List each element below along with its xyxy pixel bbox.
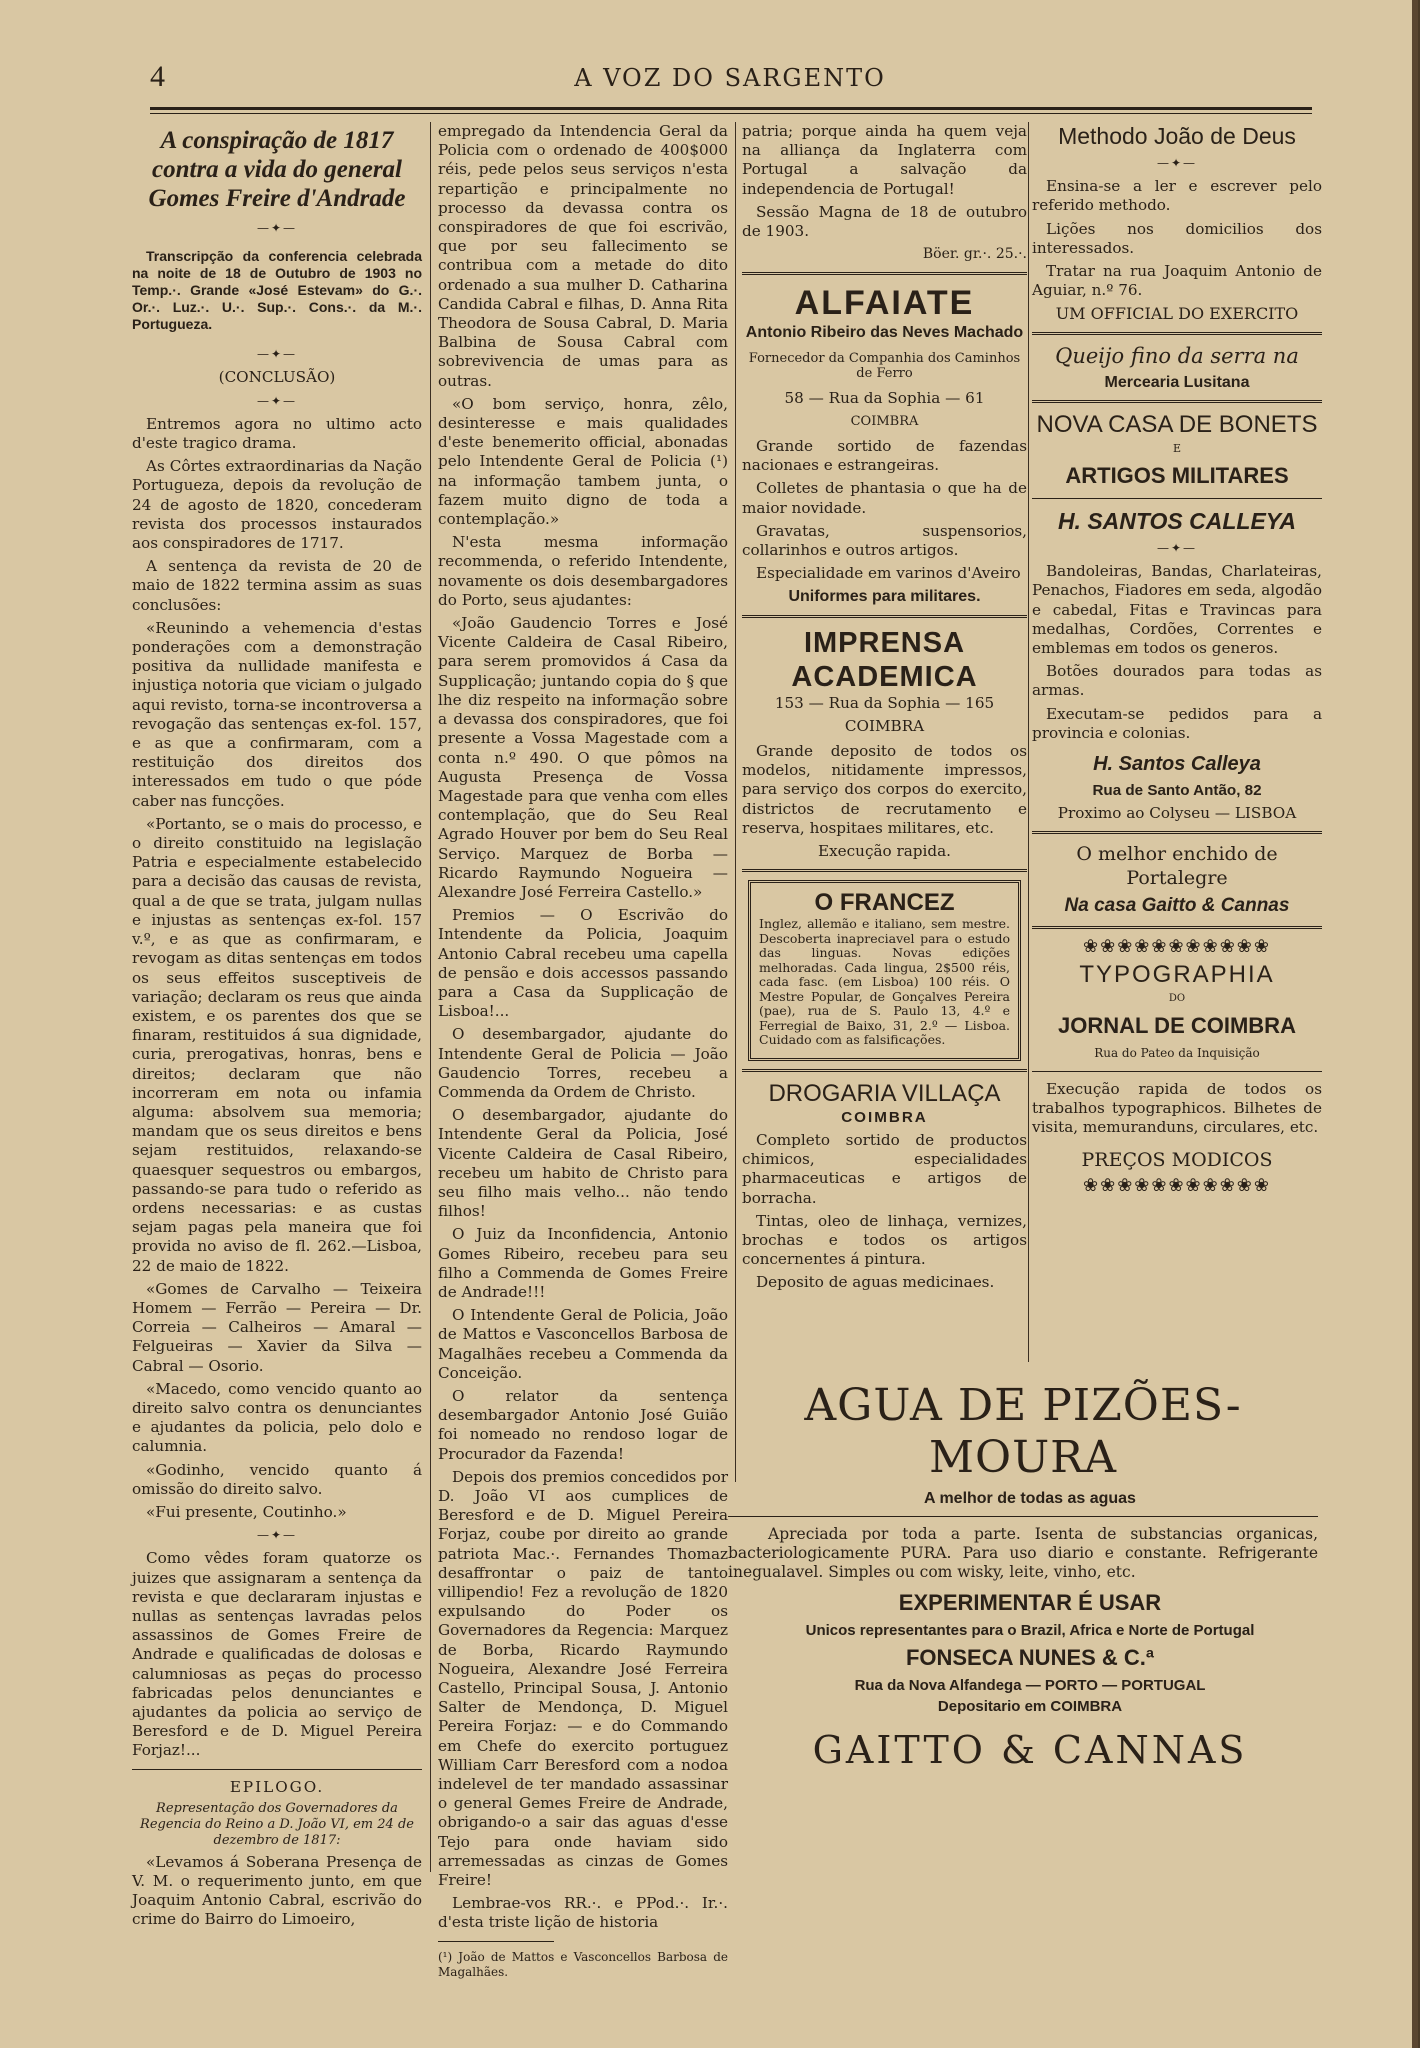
ad-line: Rua do Pateo da Inquisição (1094, 1045, 1260, 1060)
ad-line: Grande deposito de todos os modelos, nitidamente impressos, para serviço dos corpos do exercito, districtos de recrutamento e reserva, hospitaes militares, etc. (742, 742, 1027, 837)
column-2 (438, 122, 728, 1984)
ad-line: Especialidade em varinos d'Aveiro (756, 564, 1021, 583)
paragraph: Lembrae-vos RR.·. e PPod.·. Ir.·. d'esta triste lição de historia (438, 1894, 728, 1932)
column-divider (1028, 122, 1029, 1362)
paragraph: «João Gaudencio Torres e José Vicente Caldeira de Casal Ribeiro, para serem promovidos á Casa da Supplicação; juntando copia do § que lhe diz respeito na informação sobre a devassa dos conspiradores, que foi presente a Vossa Magestade com a conta n.º 490. O que pômos na Augusta Presença de Vossa Magestade para que venha com elles contemplação, que do Seu Real Agrado Houver por bem do Seu Real Serviço. Marquez de Borba — Ricardo Raymundo Nogueira — Alexandre José Ferreira Castello.» (438, 614, 728, 901)
ornament: ❀❀❀❀❀❀❀❀❀❀❀ (1083, 1174, 1271, 1196)
ad-line: DO (1168, 992, 1186, 1004)
masthead (150, 60, 1310, 100)
ad-heading: O melhor enchido de Portalegre (1076, 843, 1278, 890)
ad-heading: H. SANTOS CALLEYA (1057, 508, 1297, 535)
ad-line: Unicos representantes para o Brazil, Africa e Norte de Portugal (805, 1622, 1255, 1639)
paragraph: O Intendente Geral de Policia, João de Mattos e Vasconcellos Barbosa de Magalhães recebeu a Commenda da Conceição. (438, 1306, 728, 1382)
ad-heading: JORNAL DE COIMBRA (1058, 1012, 1296, 1038)
ad-line: E (1172, 441, 1182, 455)
ad-line: Grande sortido de fazendas nacionaes e estrangeiras. (742, 437, 1027, 475)
column-1 (132, 122, 422, 1934)
ad-line: Executam-se pedidos para a provincia e colonias. (1032, 704, 1322, 742)
ad-line: COIMBRA (850, 413, 919, 429)
article-subtitle: Transcripção da conferencia celebrada na noite de 18 de Outubro de 1903 no Temp.·. Grande «José Estevam» do G.·. Or.·. Luz.·. U.·. Sup.·. Cons.·. da M.·. Portugueza. (132, 248, 422, 333)
ad-line: 58 — Rua da Sophia — 61 (784, 388, 985, 407)
divider (1032, 332, 1322, 335)
ad-ofrancez (748, 880, 1021, 1061)
ornament: —✦— (256, 1528, 298, 1543)
divider (1032, 831, 1322, 834)
ad-line: 153 — Rua da Sophia — 165 (774, 693, 995, 712)
ad-heading: O FRANCEZ (814, 889, 955, 917)
ad-heading: TYPOGRAPHIA (1079, 960, 1275, 988)
article-title: A conspiração de 1817 contra a vida do general Gomes Freire d'Andrade (148, 127, 406, 212)
ad-line: COIMBRA (841, 1108, 928, 1126)
paragraph: N'esta mesma informação recommenda, o referido Intendente, novamente os dois desembargadores do Porto, seus ajudantes: (438, 533, 728, 609)
page-number: 4 (150, 60, 165, 93)
ad-heading: NOVA CASA DE BONETS (1036, 410, 1318, 438)
paragraph: «Godinho, vencido quanto á omissão do direito salvo. (132, 1460, 422, 1498)
ornament: —✦— (1156, 156, 1198, 170)
paragraph: «O bom serviço, honra, zêlo, desinteresse e mais qualidades d'este benemerito official, abonadas pelo Intendente Geral de Policia (¹) na informação tambem junta, o fazem muito digno de toda a contemplação.» (438, 394, 728, 529)
ad-bonets (1032, 411, 1322, 824)
divider (438, 1941, 554, 1942)
paragraph: Premios — O Escrivão do Intendente da Policia, Joaquim Antonio Cabral recebeu uma capella de pensão e dois accessos passando para a Casa da Supplicação de Lisboa!... (438, 906, 728, 1021)
ornament: —✦— (1156, 541, 1198, 556)
divider (742, 869, 1027, 872)
ad-line: Rua da Nova Alfandega — PORTO — PORTUGAL (854, 1677, 1206, 1694)
ad-line: Botões dourados para todas as armas. (1032, 662, 1322, 700)
divider (1032, 926, 1322, 929)
ad-heading: DROGARIA VILLAÇA (768, 1079, 1001, 1107)
ad-line: Inglez, allemão e italiano, sem mestre. Descoberta inapreciavel para o estudo das linguas. Novas edições melhoradas. Cada lingua, 2$500 réis, cada fasc. (em Lisboa) 100 réis. O Mestre Popular, de Gonçalves Pereira (pae), rua de S. Paulo 13, 4.º e Ferregial de Baixo, 31, 2.º — Lisboa. Cuidado com as falsificações. (759, 916, 1010, 1048)
ornament: —✦— (256, 221, 298, 235)
ad-heading: IMPRENSA ACADEMICA (791, 626, 978, 693)
paragraph: Entremos agora no ultimo acto d'este tragico drama. (132, 414, 422, 453)
ornament: —✦— (256, 393, 298, 408)
paragraph: O relator da sentença desembargador Antonio José Guião foi nomeado no rendoso logar de Procurador da Fazenda! (438, 1387, 728, 1463)
ad-line: Execução rapida de todos os trabalhos typographicos. Bilhetes de visita, memuranduns, circulares, etc. (1032, 1080, 1322, 1137)
ad-line: Tintas, oleo de linhaça, vernizes, brochas e todos os artigos concernentes á pintura. (742, 1211, 1027, 1269)
ad-line: Bandoleiras, Bandas, Charlateiras, Penachos, Fiadores em seda, algodão e cabedal, Fitas e Travincas para medalhas, Cordões, Correntes e emblemas em todos os generos. (1032, 562, 1322, 658)
divider (1032, 498, 1322, 499)
ad-line: UM OFFICIAL DO EXERCITO (1055, 304, 1299, 324)
paragraph: A sentença da revista de 20 de maio de 1822 termina assim as suas conclusões: (132, 557, 422, 614)
signature: Böer. gr.·. 25.·. (922, 246, 1027, 263)
paragraph: Depois dos premios concedidos por D. João VI aos cumplices de Beresford e de D. Miguel Pereira Forjaz, coube por direito ao grande patriota Mac.·. Fernandes Thomaz desaffrontar o paiz de tanto villipendio! Fez a revolução de 1820 expulsando do Poder os Governadores da Regencia: Marquez de Borba, Ricardo Raymundo Nogueira, Alexandre José Ferreira Castello, Principal Sousa, J. Antonio Salter de Mendonça, D. Miguel Pereira Forjaz: — e do Commando em Chefe do exercito portuguez William Carr Beresford com a nodoa indelevel de ter mandado assassinar o general Gemes Freire de Andrade, obrigando-o a sair das aguas d'esse Tejo para onde haviam sido arremessadas as cinzas de Gomes Freire! (438, 1467, 728, 1890)
ad-heading: GAITTO & CANNAS (812, 1728, 1248, 1772)
ad-line: A melhor de todas as aguas (924, 1490, 1136, 1507)
divider (742, 615, 1027, 618)
ad-line: Rua de Santo Antão, 82 (1092, 782, 1262, 800)
paragraph: O Juiz da Inconfidencia, Antonio Gomes Ribeiro, recebeu para seu filho a Commenda de Gomes Freire de Andrade!!! (438, 1225, 728, 1301)
ad-metodo (1032, 122, 1322, 324)
ad-heading: Queijo fino da serra na (1055, 343, 1299, 368)
ad-heading: ARTIGOS MILITARES (1065, 463, 1289, 489)
ad-line: Colletes de phantasia o que ha de maior novidade. (742, 479, 1027, 517)
ornament: —✦— (256, 347, 298, 362)
divider (742, 272, 1027, 275)
divider (132, 1769, 422, 1770)
ornament: ❀❀❀❀❀❀❀❀❀❀❀ (1083, 936, 1271, 958)
divider (1032, 400, 1322, 403)
ad-portalegre (1032, 842, 1322, 918)
masthead-rule-thin (150, 113, 1312, 114)
ad-line: Proximo ao Colyseu — LISBOA (1057, 804, 1297, 823)
section-label: (CONCLUSÃO) (218, 368, 336, 387)
ad-line: Lições nos domicilios dos interessados. (1032, 219, 1322, 257)
ad-heading: AGUA DE PIZÕES-MOURA (804, 1380, 1242, 1483)
paragraph: Sessão Magna de 18 de outubro de 1903. (742, 202, 1027, 241)
ad-imprensa (742, 626, 1027, 862)
ad-line: Deposito de aguas medicinaes. (756, 1273, 995, 1292)
ad-line: PREÇOS MODICOS (1081, 1148, 1273, 1171)
ad-line: Execução rapida. (818, 842, 951, 861)
ad-heading: Methodo João de Deus (1058, 123, 1296, 149)
ad-line: Apreciada por toda a parte. Isenta de substancias organicas, bacteriologicamente PURA. Para uso diario e constante. Refrigerante inegualavel. Simples ou com wisky, leite, vinho, etc. (728, 1525, 1318, 1581)
ad-typographia (1032, 937, 1322, 1194)
column-3 (742, 122, 1027, 1297)
paragraph: «Gomes de Carvalho — Teixeira Homem — Ferrão — Pereira — Dr. Correia — Calheiros — Amaral — Felgueiras — Xavier da Silva — Cabral — Osorio. (132, 1279, 422, 1375)
page-edge (1412, 0, 1418, 2048)
column-4 (1032, 122, 1322, 1199)
ad-line: Depositario em COIMBRA (937, 1698, 1123, 1715)
ad-line: Mercearia Lusitana (1104, 373, 1250, 391)
ad-line: Na casa Gaitto & Cannas (1064, 895, 1290, 917)
ad-line: Uniformes para militares. (788, 588, 981, 606)
column-divider (735, 122, 736, 1482)
paragraph: «Fui presente, Coutinho.» (146, 1502, 347, 1521)
paragraph: empregado da Intendencia Geral da Policia com o ordenado de 400$000 réis, pede pelos seus serviços n'esta repartição e principalmente no processo da devassa contra os conspiradores de que foi escrivão, que por seu fallecimento se contribua com a metade do dito ordenado a sua mulher D. Catharina Candida Cabral e filhas, D. Anna Rita Theodora de Sousa Cabral, D. Maria Balbina de Sousa Cabral com sobrevivencia de umas para as outras. (438, 122, 728, 390)
paragraph: As Côrtes extraordinarias da Nação Portugueza, depois da revolução de 24 de agosto de 1820, concederam revista dos processos instaurados aos conspiradores de 1717. (132, 457, 422, 553)
paragraph: «Levamos á Soberana Presença de V. M. o requerimento junto, em que Joaquim Antonio Cabral, escrivão do crime do Bairro do Limoeiro, (132, 1852, 422, 1929)
paragraph: «Macedo, como vencido quanto ao direito salvo contra os denunciantes e ajudantes da policia, pelo dolo e calumnia. (132, 1379, 422, 1456)
masthead-rule (150, 107, 1312, 110)
paragraph: O desembargador, ajudante do Intendente Geral da Policia, José Vicente Caldeira de Casal Ribeiro, recebeu um habito de Christo para seu filho mais velho... não tendo filhos! (438, 1106, 728, 1221)
paragraph: O desembargador, ajudante do Intendente Geral de Policia — João Gaudencio Torres, recebeu a Commenda da Ordem de Christo. (438, 1025, 728, 1101)
ad-line: Fornecedor da Companhia dos Caminhos de Ferro (748, 350, 1021, 381)
ad-line: Completo sortido de productos chimicos, especialidades pharmaceuticas e artigos de borracha. (742, 1130, 1027, 1207)
ad-heading: ALFAIATE (794, 284, 975, 323)
paragraph: patria; porque ainda ha quem veja na alliança da Inglaterra com Portugal a salvação da independencia de Portugal! (742, 122, 1027, 198)
ad-line: Tratar na rua Joaquim Antonio de Aguiar, n.º 76. (1032, 262, 1322, 300)
section-subheading: Representação dos Governadores da Regencia do Reino a D. João VI, em 24 de dezembro de 1817: (140, 1800, 414, 1848)
ad-drogaria (742, 1080, 1027, 1293)
paragraph: Como vêdes foram quatorze os juizes que assignaram a sentença da revista e que declararam injustas e nullas as sentenças lavradas pelos assassinos de Gomes Freire de Andrade e qualificadas de dolosas e calumniosas as peças do processo fabricadas pelos denunciantes e ajudantes da policia ao serviço de Beresford e de D. Miguel Pereira Forjaz!... (132, 1549, 422, 1760)
footnote: (¹) João de Mattos e Vasconcellos Barbosa de Magalhães. (438, 1949, 728, 1979)
ad-line: Ensina-se a ler e escrever pelo referido methodo. (1032, 177, 1322, 215)
ad-agua (728, 1380, 1318, 1779)
ad-line: FONSECA NUNES & C.ª (905, 1645, 1155, 1670)
ad-line: EXPERIMENTAR É USAR (898, 1590, 1162, 1615)
divider (728, 1516, 1318, 1517)
ad-line: Gravatas, suspensorios, collarinhos e outros artigos. (742, 521, 1027, 560)
section-heading: EPILOGO. (229, 1777, 325, 1796)
ad-alfaiate (742, 283, 1027, 606)
ad-line: H. Santos Calleya (1093, 753, 1261, 776)
divider (1032, 1071, 1322, 1072)
masthead-title: A VOZ DO SARGENTO (574, 64, 886, 92)
divider (742, 1069, 1027, 1072)
paragraph: «Portanto, se o mais do processo, e o direito constituido na legislação Patria e especialmente estabelecido para a decisão das causas de revista, qual a de que se trata, julgam nullas e injustas as sentenças ex-fol. 157 v.º, e as que as confirmaram, e revogam as ditas sentenças em todos os seus effeitos susceptiveis de variação; declaram os reus que ainda existem, e os parentes dos que se finaram, restituidos á sua dignidade, curia, prerogativas, honras, bens e direitos; declaram que não incorreram em nota ou infamia alguma: absolvem sua memoria; mandam que os seus direitos e bens sejam restituidos, relaxando-se quaesquer sequestros ou embargos, passando-se para tudo o referido as ordens necessarias: e as custas sejam pagas pela maneira que foi provida no aviso de fl. 262.—Lisboa, 22 de maio de 1822. (132, 814, 422, 1275)
column-divider (430, 122, 431, 1872)
ad-line: Antonio Ribeiro das Neves Machado (745, 324, 1024, 342)
paragraph: «Reunindo a vehemencia d'estas ponderações com a demonstração positiva da nullidade manifesta e injustiça notoria que viciam o julgado aqui revisto, torna-se incontroversa a revogação das sentenças ex-fol. 157, e as que a confirmaram, com a restituição dos direitos dos interessados em tudo o que póde caber nas funcções. (132, 618, 422, 810)
ad-queijo (1032, 343, 1322, 392)
ad-line: COIMBRA (844, 716, 925, 735)
